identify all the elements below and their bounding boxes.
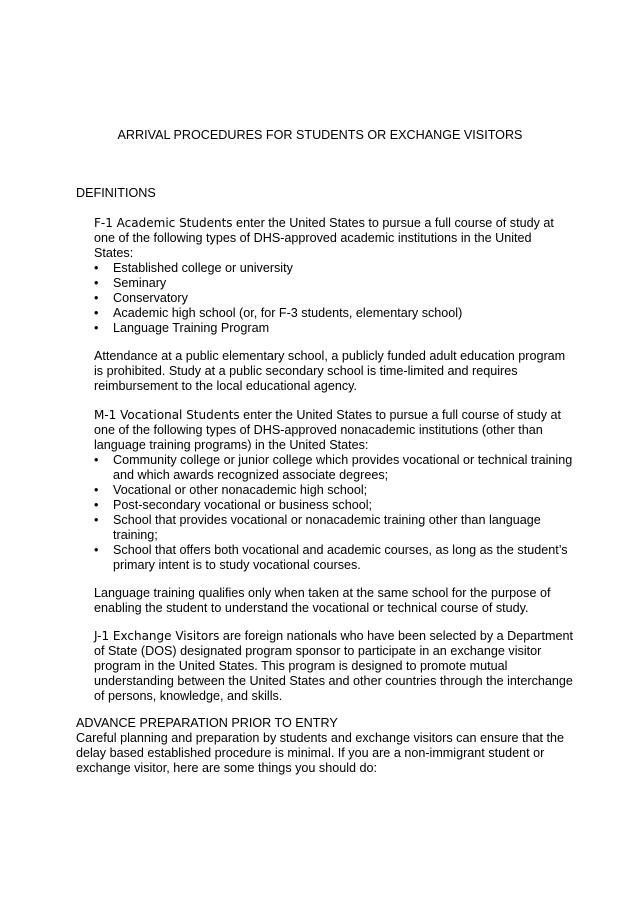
- bullet-icon: •: [94, 513, 99, 527]
- list-item: • Conservatory: [94, 291, 188, 305]
- list-item: • School that offers both vocational and academic courses, as long as the student’s primary intent is to study vocational courses.: [94, 543, 568, 572]
- j1-text: are foreign nationals who have been selected by a Department of State (DOS) designated program sponsor to participate in an exchange visitor program in the United States. This program is designed to promote mutual understanding between the United States and other countries through the interchange of persons, knowledge, and skills.: [94, 629, 573, 703]
- f1-term: F-1 Academic Students: [94, 216, 233, 230]
- page-title: ARRIVAL PROCEDURES FOR STUDENTS OR EXCHANGE VISITORS: [117, 128, 523, 142]
- bullet-icon: •: [94, 483, 99, 497]
- list-item: • Post-secondary vocational or business school;: [94, 498, 373, 512]
- m1-text: enter the United States to pursue a full course of study at one of the following types of DHS-approved nonacademic institutions (other than language training programs) in the United States:: [94, 408, 562, 452]
- m1-paragraph: [94, 408, 574, 453]
- list-item: • Academic high school (or, for F-3 students, elementary school): [94, 306, 463, 320]
- list-item: • Language Training Program: [94, 321, 270, 335]
- list-item: • Established college or university: [94, 261, 293, 275]
- bullet-icon: •: [94, 291, 99, 305]
- advance-paragraph: Careful planning and preparation by students and exchange visitors can ensure that the delay based established procedure is minimal. If you are a non-immigrant student or exchange visitor, here are some things you should do:: [76, 731, 564, 775]
- attendance-paragraph: Attendance at a public elementary school, a publicly funded adult education program is prohibited. Study at a public secondary school is time-limited and requires reimbursement to the local educational agency.: [94, 349, 566, 393]
- j1-paragraph: [94, 629, 574, 704]
- list-item: • Community college or junior college which provides vocational or technical training and which awards recognized associate degrees;: [94, 453, 573, 482]
- f1-paragraph: [94, 216, 574, 261]
- bullet-icon: •: [94, 306, 99, 320]
- definitions-heading: DEFINITIONS: [76, 186, 156, 200]
- f1-list: [94, 261, 574, 336]
- f1-section: [94, 216, 574, 336]
- bullet-icon: •: [94, 498, 99, 512]
- list-item: • Vocational or other nonacademic high school;: [94, 483, 368, 497]
- m1-term: M-1 Vocational Students: [94, 408, 240, 422]
- bullet-icon: •: [94, 321, 99, 335]
- list-item: • School that provides vocational or nonacademic training other than language training;: [94, 513, 541, 542]
- advance-heading: ADVANCE PREPARATION PRIOR TO ENTRY: [76, 716, 338, 730]
- j1-section: [94, 629, 574, 704]
- bullet-icon: •: [94, 276, 99, 290]
- list-item: • Seminary: [94, 276, 167, 290]
- f1-text: enter the United States to pursue a full course of study at one of the following types of DHS-approved academic institutions in the United States:: [94, 216, 554, 260]
- m1-section: [94, 408, 574, 573]
- language-training-paragraph: Language training qualifies only when taken at the same school for the purpose of enabling the student to understand the vocational or technical course of study.: [94, 586, 551, 615]
- j1-term: J-1 Exchange Visitors: [94, 629, 220, 643]
- m1-list: [94, 453, 574, 573]
- bullet-icon: •: [94, 261, 99, 275]
- bullet-icon: •: [94, 543, 99, 557]
- bullet-icon: •: [94, 453, 99, 467]
